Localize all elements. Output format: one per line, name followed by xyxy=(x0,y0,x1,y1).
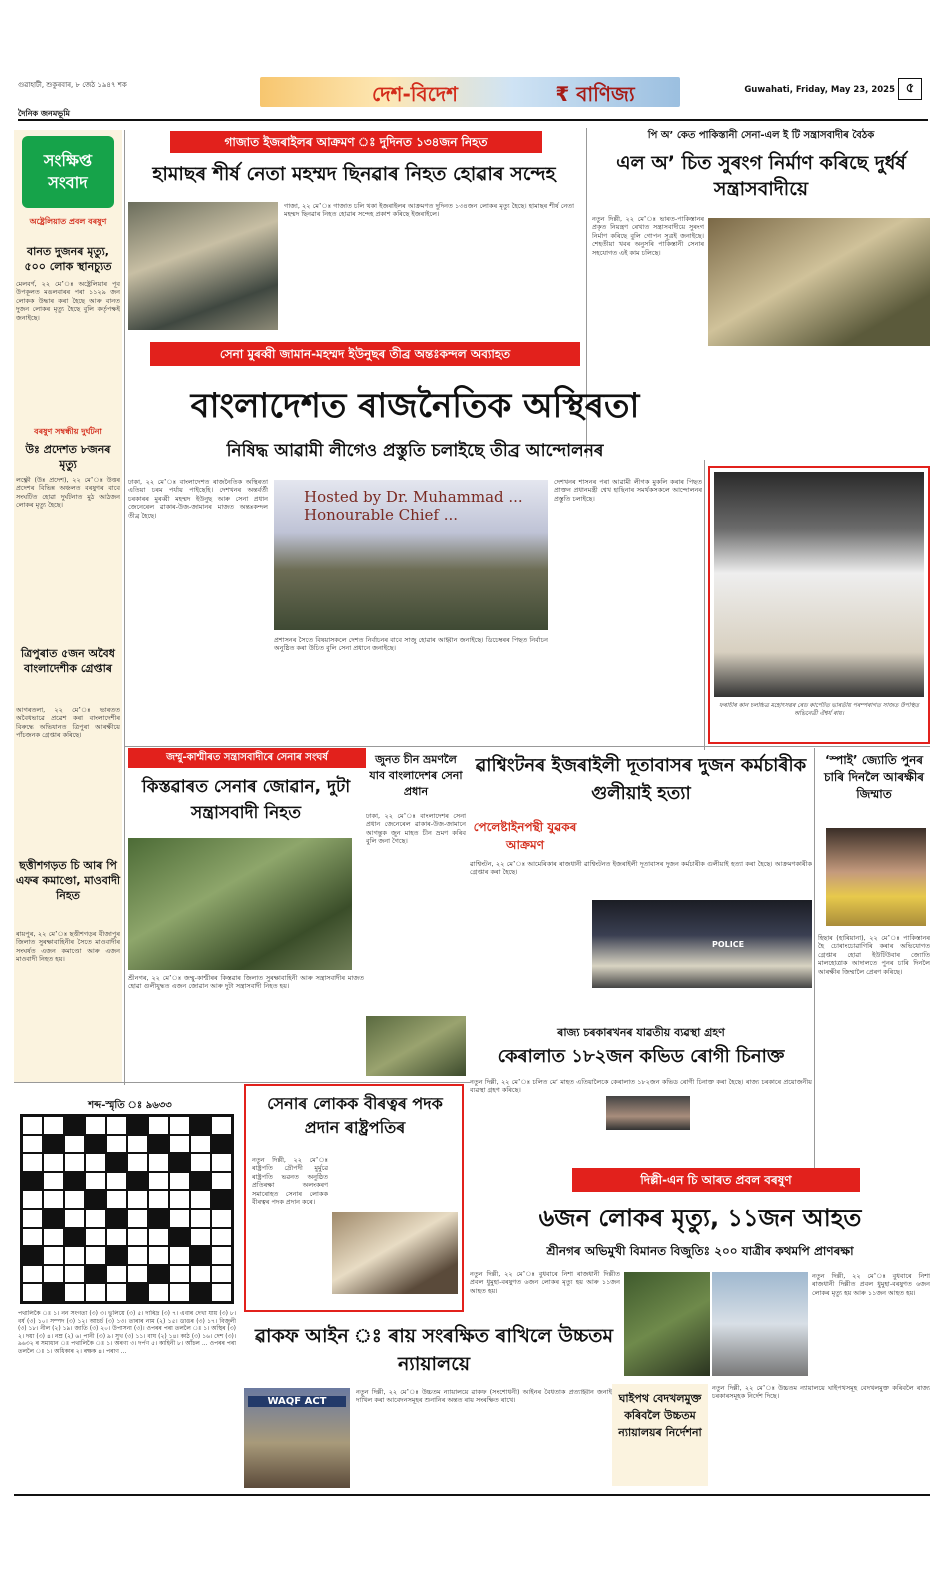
cell xyxy=(148,1209,169,1228)
cell xyxy=(43,1283,64,1302)
cell xyxy=(190,1228,211,1247)
cell xyxy=(148,1265,169,1284)
crossword-clues: পথালিকৈ ঃ ১। নন সংগতা (৩) ৩। ভুলিয়ে (৩) ৫। দাৰিদ্ৰ (৩) ৭। এবাৰ দেখা যায় (৩) ৮। বৰ্ষ (৩) ১০। সম্পদ (৩) ১২। আচৰ্চ (৩) ১৩। তাৰাৰ নাম (২) ১৫। ডাঙৰ (৩) ১৭। বিজুলী (৩) ১৮। নীল (২) ১৯। জাতি (৩) ২০। উপাসনা (৩)। ওপৰৰ পৰা তললৈ ঃ ১। অস্থিৰ (৩) ২। দয়া (৩) ৪। নম্ৰ (২) ৬। পানী (৩) ৯। সুখ (৩) ১১। বাঘ (২) ১৪। কাঠ (৩) ১৬। দেশ (৩)। ৯৬৩২ ৰ সমাধান ঃ পথালিকৈ ঃ ১। অৰণ্য ৩। দৰ্পণ ৫। কাহিনী ৮। আঁচল ... ওপৰৰ পৰা তললৈ ঃ ১। অধিকাৰ ২। ৰক্ষক ৪। পৰাণ ... xyxy=(18,1310,236,1355)
delhi-subhead: শ্ৰীনগৰ অভিমুখী বিমানত বিজুতিঃ ২০০ যাত্ৰীৰ কথমপি প্ৰাণৰক্ষা xyxy=(546,1244,854,1258)
kerala-kicker: ৰাজ্য চৰকাৰখনৰ যাৱতীয় ব্যৱস্থা গ্ৰহণ xyxy=(557,1026,725,1039)
award-photo xyxy=(332,1212,458,1294)
cell xyxy=(85,1246,106,1265)
delhi-headline: ৬জন লোকৰ মৃত্যু, ১১জন আহত xyxy=(538,1204,862,1232)
washington-photo xyxy=(592,900,812,988)
jk-body: শ্ৰীনগৰ, ২২ মে’ঃ জম্মু-কাশ্মীৰৰ কিস্তৱাৰ জিলাত সুৰক্ষাবাহিনী আৰু সন্ত্ৰাসবাদীৰ মাজত হোৱা গুলীযুদ্ধত এজন জোৱান আৰু দুটা সন্ত্ৰাসবাদী নিহত হয়। xyxy=(128,974,364,991)
cell xyxy=(22,1135,43,1154)
cell xyxy=(211,1209,232,1228)
bangladesh-photo-sign: Hosted by Dr. Muhammad ... Honourable Chief ... xyxy=(304,488,523,524)
cell xyxy=(22,1209,43,1228)
cell xyxy=(148,1116,169,1135)
cell xyxy=(190,1283,211,1302)
cell xyxy=(43,1135,64,1154)
pok-body: নতুন দিল্লী, ২২ মে’ঃ ভাৰত-পাকিস্তানৰ প্ৰকৃত নিয়ন্ত্ৰণ ৰেখাত সন্ত্ৰাসবাদীয়ে সুৰংগ নিৰ্মাণ কৰিছে বুলি গোপন সূত্ৰই জনাইছে। শেহতীয়া খবৰ অনুসৰি পাকিস্তানী সেনাৰ সহযোগত এই কাম চলিছে। xyxy=(592,215,704,257)
masthead xyxy=(0,75,945,125)
jk-bar: জম্মু-কাশ্মীৰত সন্ত্ৰাসবাদীৰে সেনাৰ সংঘৰ্ষ xyxy=(128,748,366,768)
brief-kicker-2: বৰষুণ সম্বন্ধীয় দুৰ্ঘটনা xyxy=(34,427,102,436)
delhi-body-2: নতুন দিল্লী, ২২ মে’ঃ বুধবাৰে নিশা ৰাজধানী দিল্লীত প্ৰবল ধুমুহা-বৰষুণত ৬জন লোকৰ মৃত্যু হয় আৰু ১১জন আহত হয়। xyxy=(812,1272,930,1297)
cell xyxy=(127,1153,148,1172)
cell xyxy=(22,1246,43,1265)
cell xyxy=(169,1246,190,1265)
delhi-body: নতুন দিল্লী, ২২ মে’ঃ বুধবাৰে নিশা ৰাজধানী দিল্লীত প্ৰবল ধুমুহা-বৰষুণত ৬জন লোকৰ মৃত্যু হয় আৰু ১১জন আহত হয়। xyxy=(470,1270,620,1295)
cell xyxy=(85,1190,106,1209)
kerala-photo xyxy=(606,1096,690,1130)
cell xyxy=(169,1265,190,1284)
cell xyxy=(211,1246,232,1265)
cell xyxy=(169,1153,190,1172)
cell xyxy=(190,1116,211,1135)
cell xyxy=(85,1135,106,1154)
cell xyxy=(64,1153,85,1172)
cell xyxy=(106,1135,127,1154)
cell xyxy=(64,1246,85,1265)
cell xyxy=(22,1190,43,1209)
bangladesh-headline: বাংলাদেশত ৰাজনৈতিক অস্থিৰতা xyxy=(190,386,640,426)
cell xyxy=(169,1228,190,1247)
cell xyxy=(64,1116,85,1135)
divider-h2 xyxy=(14,1082,470,1083)
cell xyxy=(85,1209,106,1228)
washington-kicker: পেলেষ্টাইনপন্থী যুৱকৰ আক্ৰমণ xyxy=(473,820,577,852)
cell xyxy=(64,1172,85,1191)
cell xyxy=(190,1135,211,1154)
cell xyxy=(148,1153,169,1172)
delhi-photo-2 xyxy=(712,1272,808,1376)
cell xyxy=(169,1135,190,1154)
kerala-headline: কেৰালাত ১৮২জন কভিড ৰোগী চিনাক্ত xyxy=(497,1046,785,1067)
cell xyxy=(85,1116,106,1135)
gaza-body: গাজা, ২২ মে’ঃ গাজাত চলি থকা ইজৰাইলৰ আক্ৰমণত দুদিনত ১৩৪জন লোকৰ মৃত্যু হৈছে। হামাছৰ শীৰ্ষ নেতা মহম্মদ ছিনৱাৰ নিহত হোৱাৰ সন্দেহ প্ৰকাশ কৰিছে ইজৰাইলে। xyxy=(284,202,574,219)
tribunal-headline: ঘাইপথ বেদখলমুক্ত কৰিবলৈ উচ্চতম ন্যায়ালয়ৰ নিৰ্দেশনা xyxy=(618,1392,702,1439)
cell xyxy=(106,1116,127,1135)
cell xyxy=(106,1190,127,1209)
cell xyxy=(106,1228,127,1247)
cell xyxy=(22,1265,43,1284)
cell xyxy=(106,1246,127,1265)
bangladesh-body-left: ঢাকা, ২২ মে’ঃ বাংলাদেশত ৰাজনৈতিক অস্থিৰতা এতিয়া চৰম পৰ্যায় পাইছেহি। দেশখনৰ অন্তৰ্বৰ্তী চৰকাৰৰ মুৰব্বী মহম্মদ ইউনুছ আৰু সেনা প্ৰধান জেনেৰেল ৱাকাৰ-উজ-জামানৰ মাজত অন্তঃকন্দল তীব্ৰ হৈছে। xyxy=(128,478,268,520)
pok-headline: এল অ’ চিত সুৰংগ নিৰ্মাণ কৰিছে দুৰ্ধৰ্ষ সন্ত্ৰাসবাদীয়ে xyxy=(616,152,906,200)
divider-right xyxy=(814,748,815,1168)
spy-photo xyxy=(826,828,926,926)
aish-frame xyxy=(708,466,930,744)
cell xyxy=(211,1153,232,1172)
jk-photo xyxy=(128,838,352,970)
masthead-rule xyxy=(18,119,928,121)
cell xyxy=(43,1209,64,1228)
divider-bottom xyxy=(14,1494,930,1496)
washington-body: ৱাশ্বিংটন, ২২ মে’ঃ আমেৰিকাৰ ৰাজধানী ৱাশ্বিংটনত ইজৰাইলী দূতাবাসৰ দুজন কৰ্মচাৰীক গুলীয়াই হত্যা কৰা হৈছে। আক্ৰমণকাৰীক গ্ৰেপ্তাৰ কৰা হৈছে। xyxy=(470,860,812,877)
cell xyxy=(211,1283,232,1302)
waqf-body: নতুন দিল্লী, ২২ মে’ঃ উচ্চতম ন্যায়ালয়ে ৱাকফ (সংশোধনী) আইনৰ বৈধতাক প্ৰত্যাহ্বান জনাই দাখিল কৰা আবেদনসমূহৰ শুনানিৰ অন্তত ৰায় সংৰক্ষিত ৰাখে। xyxy=(356,1388,612,1405)
cell xyxy=(85,1153,106,1172)
cell xyxy=(148,1135,169,1154)
cell xyxy=(190,1209,211,1228)
cell xyxy=(211,1116,232,1135)
cell xyxy=(169,1283,190,1302)
police-car-label: POLICE xyxy=(712,940,745,949)
gaza-bar: গাজাত ইজৰাইলৰ আক্ৰমণ ঃ দুদিনত ১৩৪জন নিহত xyxy=(170,131,542,153)
award-frame xyxy=(244,1084,464,1312)
bangladesh-photo xyxy=(274,480,548,630)
cell xyxy=(85,1283,106,1302)
cell xyxy=(43,1172,64,1191)
brief-body-2: লক্ষ্ণৌ (উঃ প্ৰদেশ), ২২ মে’ঃ উত্তৰ প্ৰদেশৰ বিভিন্ন অঞ্চলত বৰষুণৰ বাবে সংঘটিত হোৱা দুৰ্ঘটনাত মুঠ আঠজন লোকৰ মৃত্যু হৈছে। xyxy=(16,476,120,510)
cell xyxy=(211,1135,232,1154)
cell xyxy=(22,1116,43,1135)
award-headline: সেনাৰ লোকক বীৰত্বৰ পদক প্ৰদান ৰাষ্ট্ৰপতিৰ xyxy=(267,1094,443,1137)
cell xyxy=(64,1228,85,1247)
brief-column xyxy=(14,130,122,1082)
masthead-section-2: ₹ বাণিজ্য xyxy=(555,82,635,106)
cell xyxy=(106,1265,127,1284)
brief-body-3: আগৰতলা, ২২ মে’ঃ ভাৰতত অবৈধভাৱে প্ৰৱেশ কৰা বাংলাদেশীৰ বিৰুদ্ধে অভিযানত ত্ৰিপুৰা আৰক্ষীয়ে পাঁচজনক গ্ৰেপ্তাৰ কৰিছে। xyxy=(16,706,120,740)
crossword-grid xyxy=(20,1114,234,1304)
bangladesh-body-bottom: প্ৰশাসনৰ সৈতে বিষয়াসকলে দেশত নিৰ্বাচনৰ বাবে সাজু হোৱাৰ আহ্বান জনাইছে। ডিচেম্বৰৰ পিছত নিৰ্বাচন অনুষ্ঠিত কৰা উচিত বুলি সেনা প্ৰধানে জনাইছে। xyxy=(274,636,548,653)
cell xyxy=(43,1153,64,1172)
spy-headline: ‘স্পাই’ জ্যোতি পুনৰ চাৰি দিনলৈ আৰক্ষীৰ জিম্মাত xyxy=(823,753,925,801)
cell xyxy=(148,1172,169,1191)
tribunal-box xyxy=(612,1384,708,1486)
cell xyxy=(127,1172,148,1191)
brief-head-2: উঃ প্ৰদেশত ৮জনৰ মৃত্যু xyxy=(25,443,111,471)
masthead-date-local: গুৱাহাটী, শুকুৰবাৰ, ৮ জেঠ ১৯৪৭ শক xyxy=(18,81,127,89)
cell xyxy=(127,1265,148,1284)
cell xyxy=(127,1135,148,1154)
pok-kicker: পি অ’ কেত পাকিস্তানী সেনা-এল ই টি সন্ত্ৰাসবাদীৰ বৈঠক xyxy=(647,130,875,141)
cell xyxy=(211,1265,232,1284)
delhi-bar: দিল্লী-এন চি আৰত প্ৰবল বৰষুণ xyxy=(572,1168,860,1192)
cell xyxy=(64,1209,85,1228)
cell xyxy=(43,1116,64,1135)
cell xyxy=(127,1283,148,1302)
pok-photo xyxy=(708,218,930,346)
washington-headline: ৱাশ্বিংটনৰ ইজৰাইলী দূতাবাসৰ দুজন কৰ্মচাৰীক গুলীয়াই হত্যা xyxy=(475,755,807,804)
cell xyxy=(148,1190,169,1209)
cell xyxy=(22,1153,43,1172)
divider-h1 xyxy=(124,746,930,747)
cell xyxy=(43,1246,64,1265)
jk-headline: কিস্তৱাৰত সেনাৰ জোৱান, দুটা সন্ত্ৰাসবাদী নিহত xyxy=(141,777,351,823)
cell xyxy=(127,1228,148,1247)
kerala-body: নতুন দিল্লী, ২২ মে’ঃ চলিত মে’ মাহত এতিয়ালৈকে কেৰালাত ১৮২জন কভিড ৰোগী চিনাক্ত কৰা হৈছে। ৰাজ্য চৰকাৰে প্ৰয়োজনীয় ব্যৱস্থা গ্ৰহণ কৰিছে। xyxy=(470,1078,812,1095)
cell xyxy=(22,1283,43,1302)
cell xyxy=(85,1228,106,1247)
china-body: ঢাকা, ২২ মে’ঃ বাংলাদেশৰ সেনা প্ৰধান জেনেৰেল ৱাকাৰ-উজ-জামানে আগন্তুক জুন মাহত চীন ভ্ৰমণ কৰিব বুলি জনা গৈছে। xyxy=(366,812,466,846)
cell xyxy=(190,1265,211,1284)
china-photo xyxy=(366,1016,466,1076)
cell xyxy=(211,1172,232,1191)
waqf-headline: ৱাকফ আইন ঃ ৰায় সংৰক্ষিত ৰাখিলে উচ্চতম ন্যায়ালয়ে xyxy=(254,1325,614,1375)
cell xyxy=(127,1116,148,1135)
page-number: ৫ xyxy=(898,78,922,100)
crossword-title: শব্দ-স্মৃতি ঃ ৯৬৩৩ xyxy=(88,1100,172,1111)
aish-photo xyxy=(714,472,924,697)
cell xyxy=(190,1153,211,1172)
cell xyxy=(127,1246,148,1265)
brief-body-4: ৰায়পুৰ, ২২ মে’ঃ ছত্তীশগড়ৰ বীজাপুৰ জিলাত সুৰক্ষাবাহিনীৰ সৈতে মাওবাদীৰ সংঘৰ্ষত এজন কমাণ্ডো আৰু এজন মাওবাদী নিহত হয়। xyxy=(16,930,120,964)
brief-head-4: ছত্তীশগড়ত চি আৰ পি এফৰ কমাণ্ডো, মাওবাদী নিহত xyxy=(16,859,121,902)
cell xyxy=(43,1265,64,1284)
masthead-paper-name: দৈনিক জনমভূমি xyxy=(18,109,70,118)
china-headline: জুনত চীন ভ্ৰমণলৈ যাব বাংলাদেশৰ সেনা প্ৰধান xyxy=(369,753,463,798)
cell xyxy=(64,1265,85,1284)
gaza-photo xyxy=(128,202,278,330)
brief-kicker-1: অষ্ট্ৰেলিয়াত প্ৰবল বৰষুণ xyxy=(29,217,107,226)
tribunal-body: নতুন দিল্লী, ২২ মে’ঃ উচ্চতম ন্যায়ালয়ে ঘাইপথসমূহ বেদখলমুক্ত কৰিবলৈ ৰাজ্য চৰকাৰসমূহক নিৰ্দেশ দিছে। xyxy=(712,1384,930,1401)
divider-left xyxy=(124,130,125,1085)
cell xyxy=(190,1172,211,1191)
masthead-date-english: Guwahati, Friday, May 23, 2025 xyxy=(744,85,895,95)
cell xyxy=(85,1172,106,1191)
bangladesh-body-right: দেশখনৰ শাসনৰ পৰা আৱামী লীগক মুকলি কৰাৰ পিছত প্ৰাক্তন প্ৰধানমন্ত্ৰী শ্বেখ হাছিনাৰ সমৰ্থকসকলে আন্দোলনৰ প্ৰস্তুতি চলাইছে। xyxy=(554,478,702,503)
cell xyxy=(64,1283,85,1302)
cell xyxy=(106,1153,127,1172)
waqf-photo xyxy=(244,1388,350,1488)
bangladesh-bar: সেনা মুৰব্বী জামান-মহম্মদ ইউনুছৰ তীব্ৰ অন্তঃকন্দল অব্যাহত xyxy=(150,342,580,366)
waqf-sign: WAQF ACT xyxy=(248,1396,346,1407)
award-body: নতুন দিল্লী, ২২ মে’ঃ ৰাষ্ট্ৰপতি দ্ৰৌপদী মুৰ্মুৱে ৰাষ্ট্ৰপতি ভৱনত অনুষ্ঠিত প্ৰতিৰক্ষা অলংকৰণ সমাৰোহত সেনাৰ লোকক বীৰত্বৰ পদক প্ৰদান কৰে। xyxy=(252,1156,328,1207)
cell xyxy=(148,1246,169,1265)
brief-head-3: ত্ৰিপুৰাত ৫জন অবৈধ বাংলাদেশীক গ্ৰেপ্তাৰ xyxy=(21,647,115,675)
cell xyxy=(148,1228,169,1247)
spy-body: হিছাৰ (হাৰিয়ানা), ২২ মে’ঃ পাকিস্তানৰ হৈ চোৰাংচোৱাগিৰি কৰাৰ অভিযোগত গ্ৰেপ্তাৰ হোৱা ইউটিউবাৰ জ্যোতি মালহোত্ৰাক আদালতে পুনৰ চাৰি দিনলৈ আৰক্ষীৰ জিম্মালৈ প্ৰেৰণ কৰিছে। xyxy=(818,934,930,976)
cell xyxy=(106,1209,127,1228)
cell xyxy=(64,1135,85,1154)
divider-mid xyxy=(704,460,705,750)
cell xyxy=(148,1283,169,1302)
cell xyxy=(106,1172,127,1191)
cell xyxy=(190,1190,211,1209)
cell xyxy=(22,1228,43,1247)
cell xyxy=(127,1209,148,1228)
cell xyxy=(169,1116,190,1135)
delhi-photo-1 xyxy=(624,1272,710,1376)
brief-badge: সংক্ষিপ্ত সংবাদ xyxy=(22,136,114,208)
cell xyxy=(169,1190,190,1209)
cell xyxy=(85,1265,106,1284)
brief-body-1: মেলবৰ্ণ, ২২ মে’ঃ অষ্ট্ৰেলিয়াৰ পূব উপকূলত মঙলবাৰৰ পৰা ১১২৯ জন লোকক উদ্ধাৰ কৰা হৈছে আৰু বানত দুজন লোকৰ মৃত্যু হৈছে বুলি কৰ্তৃপক্ষই জনাইছে। xyxy=(16,280,120,322)
cell xyxy=(64,1190,85,1209)
masthead-section-1: দেশ-বিদেশ xyxy=(372,82,458,106)
cell xyxy=(43,1190,64,1209)
gaza-headline: হামাছৰ শীৰ্ষ নেতা মহম্মদ ছিনৱাৰ নিহত হোৱাৰ সন্দেহ xyxy=(152,163,556,185)
brief-head-1: বানত দুজনৰ মৃত্যু, ৫০০ লোক স্থানচ্যুত xyxy=(24,245,112,273)
cell xyxy=(106,1283,127,1302)
cell xyxy=(211,1228,232,1247)
cell xyxy=(190,1246,211,1265)
aish-caption: ফৰাচীৰ কান চলচ্চিত্ৰ মহোৎসৱৰ ৰেড কাৰ্পেটত ভাৰতীয় পৰম্পৰাগত সাজত উপস্থিত অভিনেত্ৰী ঐশ্বৰ্য ৰায়। xyxy=(718,702,920,717)
bangladesh-subhead: নিষিদ্ধ আৱামী লীগেও প্ৰস্তুতি চলাইছে তীব্ৰ আন্দোলনৰ xyxy=(226,441,604,461)
cell xyxy=(22,1172,43,1191)
cell xyxy=(127,1190,148,1209)
cell xyxy=(211,1190,232,1209)
cell xyxy=(43,1228,64,1247)
cell xyxy=(169,1172,190,1191)
cell xyxy=(169,1209,190,1228)
